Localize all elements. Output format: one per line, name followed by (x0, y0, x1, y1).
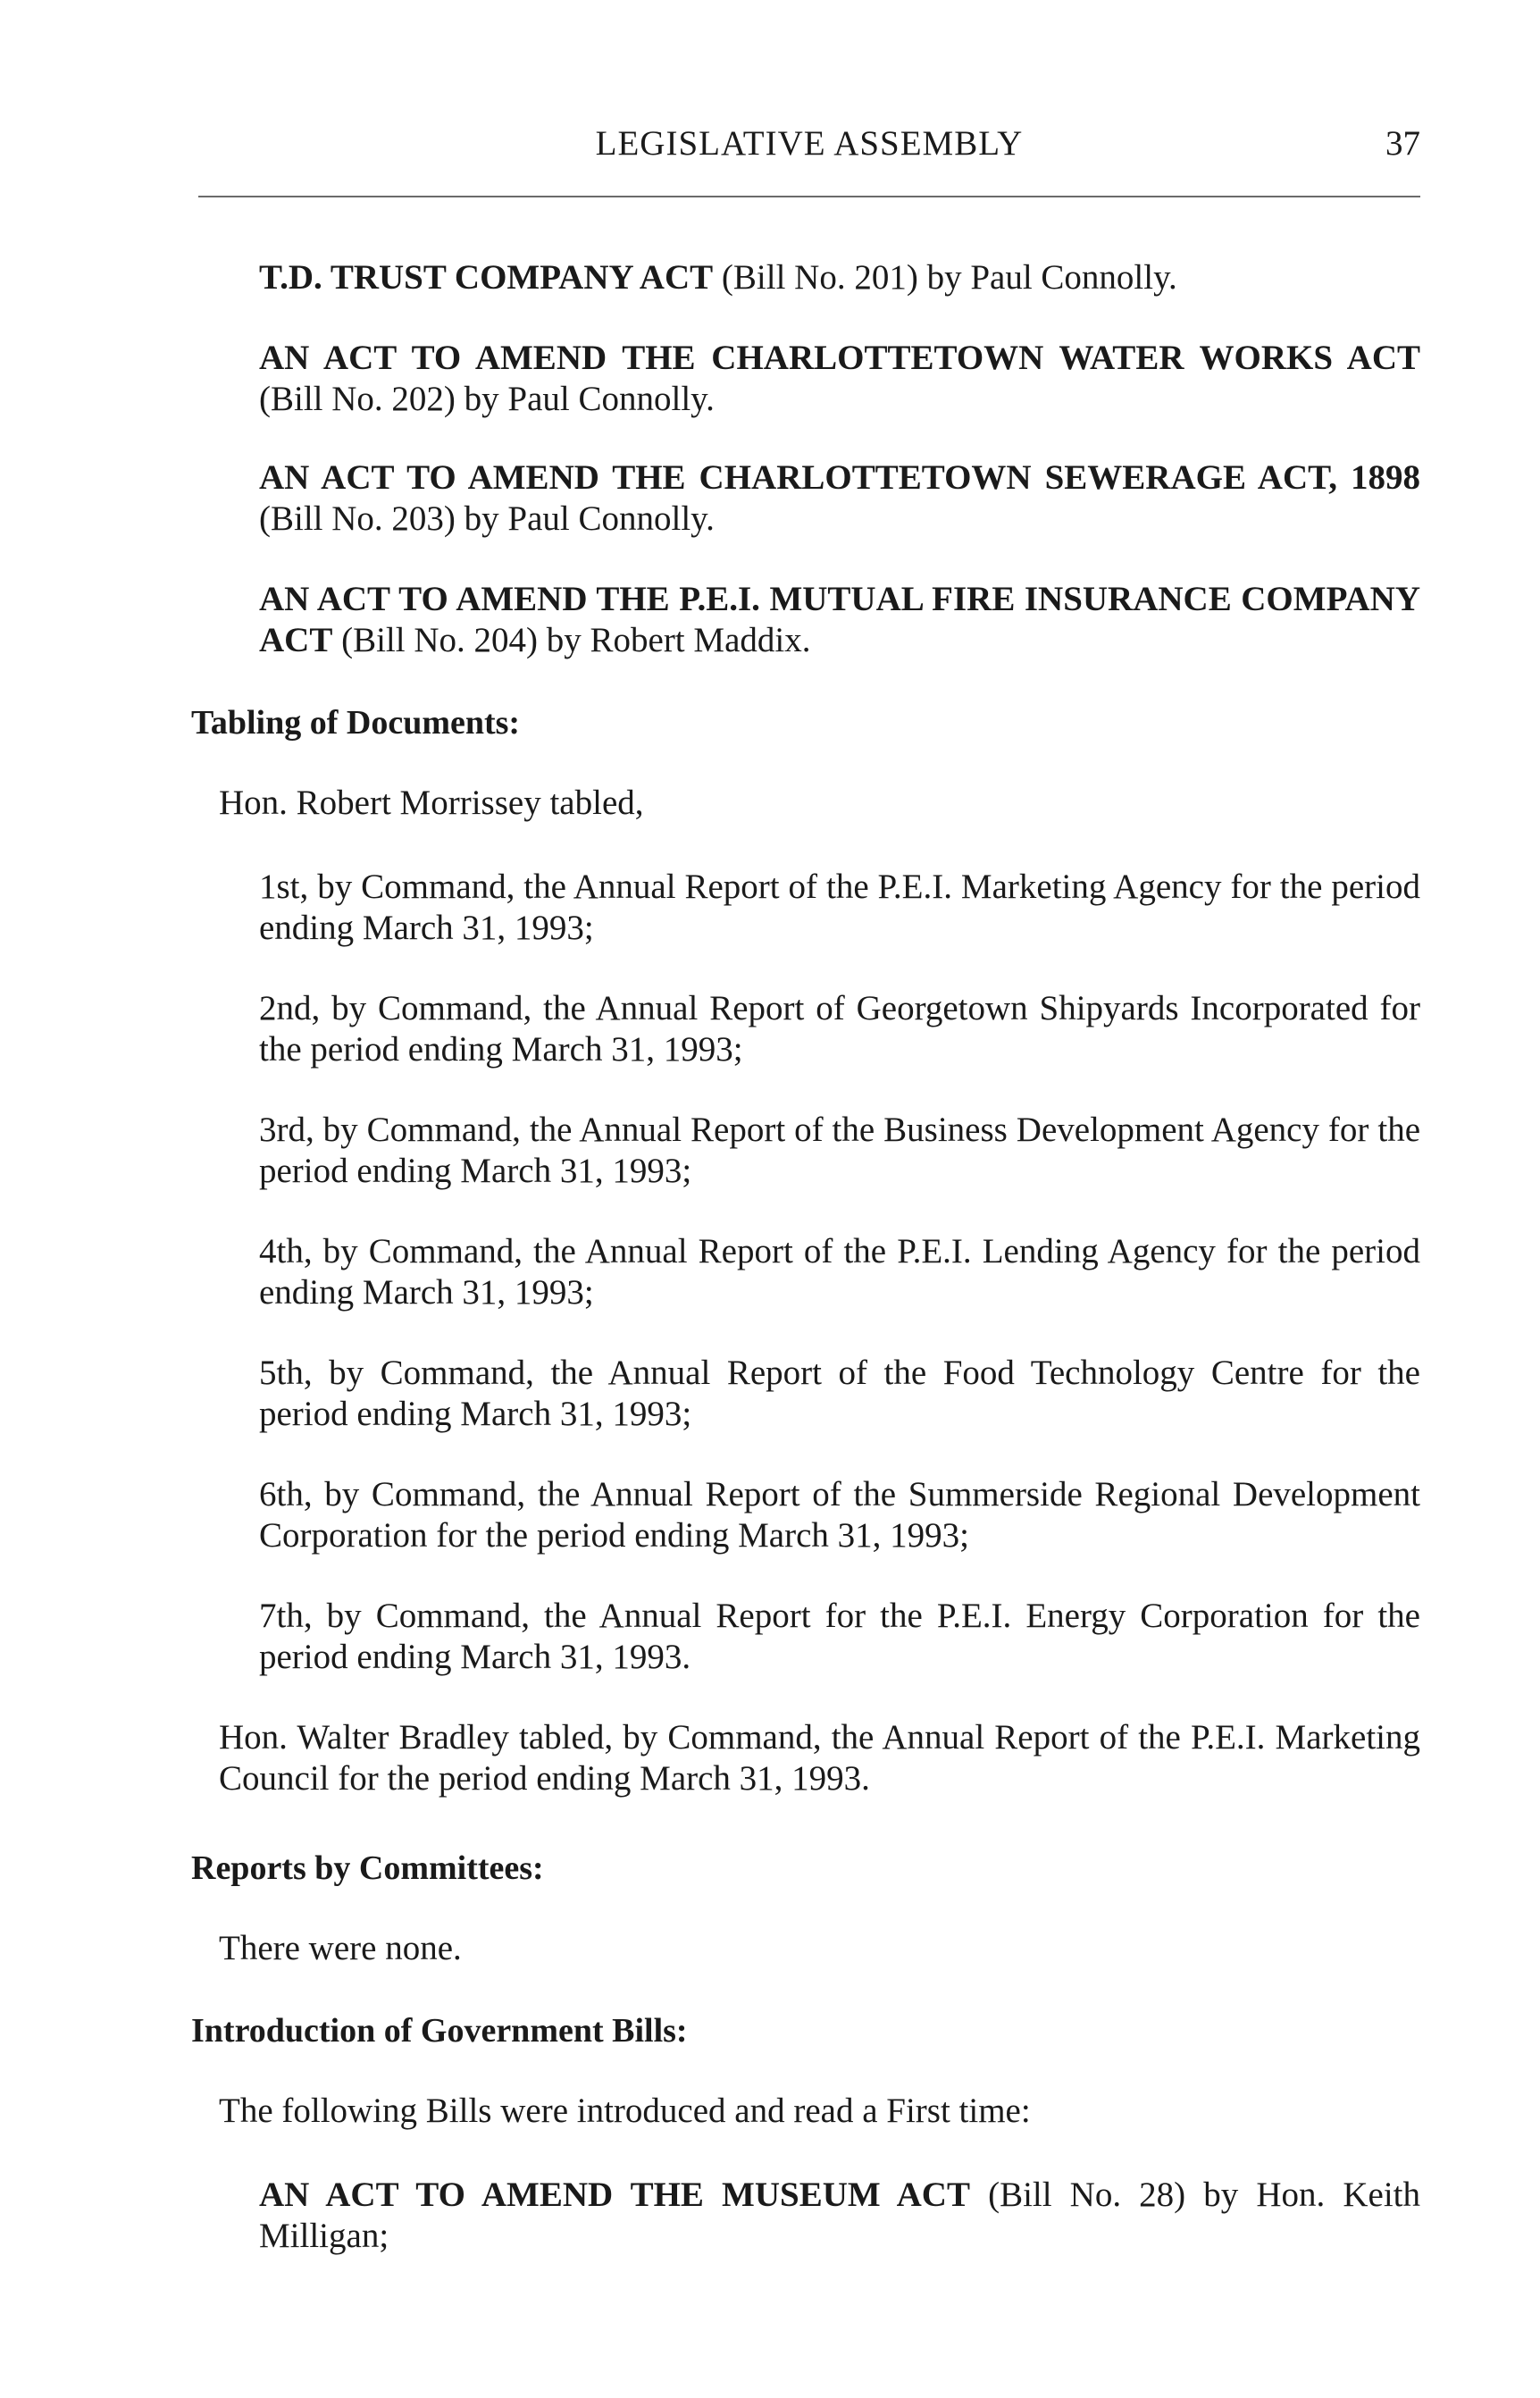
tabled-document-item: 4th, by Command, the Annual Report of the P.E.I. Lending Agency for the period ending March 31, 1993; (259, 1232, 1420, 1312)
government-bills-intro: The following Bills were introduced and read a First time: (219, 2092, 1031, 2130)
tabled-document-item: 2nd, by Command, the Annual Report of Georgetown Shipyards Incorporated for the period ending March 31, 1993; (259, 989, 1420, 1069)
tabling-intro: Hon. Robert Morrissey tabled, (219, 784, 644, 822)
tabled-document-item: 5th, by Command, the Annual Report of the Food Technology Centre for the period ending March 31, 1993; (259, 1354, 1420, 1433)
tabling-closing: Hon. Walter Bradley tabled, by Command, the Annual Report of the P.E.I. Marketing Council for the period ending March 31, 1993. (219, 1718, 1420, 1798)
bill-entry (259, 338, 1420, 420)
running-header (198, 123, 1420, 173)
tabled-document-item: 1st, by Command, the Annual Report of the P.E.I. Marketing Agency for the period ending March 31, 1993; (259, 868, 1420, 947)
bill-entry (259, 457, 1420, 540)
running-title: LEGISLATIVE ASSEMBLY (595, 124, 1024, 163)
reports-text: There were none. (219, 1929, 462, 1967)
tabled-document-item: 6th, by Command, the Annual Report of the Summerside Regional Development Corporation for the period ending March 31, 1993; (259, 1475, 1420, 1555)
bill-title: AN ACT TO AMEND THE CHARLOTTETOWN WATER WORKS ACT (259, 339, 1420, 377)
page-number: 37 (1385, 124, 1420, 163)
bill-title: AN ACT TO AMEND THE MUSEUM ACT (259, 2176, 970, 2214)
section-heading-reports: Reports by Committees: (191, 1849, 544, 1887)
bill-title: T.D. TRUST COMPANY ACT (259, 258, 714, 297)
bill-detail: (Bill No. 202) by Paul Connolly. (259, 380, 715, 418)
section-heading-government-bills: Introduction of Government Bills: (191, 2012, 688, 2050)
bill-title: AN ACT TO AMEND THE CHARLOTTETOWN SEWERAGE ACT, 1898 (259, 458, 1420, 497)
bill-detail: (Bill No. 203) by Paul Connolly. (259, 499, 715, 538)
bill-detail: (Bill No. 201) by Paul Connolly. (713, 258, 1177, 297)
bill-entry (259, 2175, 1420, 2257)
section-heading-tabling: Tabling of Documents: (191, 704, 521, 742)
bill-detail: (Bill No. 204) by Robert Maddix. (332, 621, 811, 659)
header-rule (198, 196, 1420, 197)
bill-title: AN ACT TO AMEND THE P.E.I. MUTUAL FIRE INSURANCE COMPANY ACT (259, 580, 1420, 659)
tabled-document-item: 3rd, by Command, the Annual Report of the Business Development Agency for the period ending March 31, 1993; (259, 1111, 1420, 1190)
bill-detail: (Bill No. 28) by Hon. Keith Milligan; (259, 2176, 1421, 2255)
bill-entry (259, 579, 1420, 661)
tabled-document-item: 7th, by Command, the Annual Report for the P.E.I. Energy Corporation for the period ending March 31, 1993. (259, 1597, 1420, 1676)
bill-entry (259, 257, 1420, 298)
